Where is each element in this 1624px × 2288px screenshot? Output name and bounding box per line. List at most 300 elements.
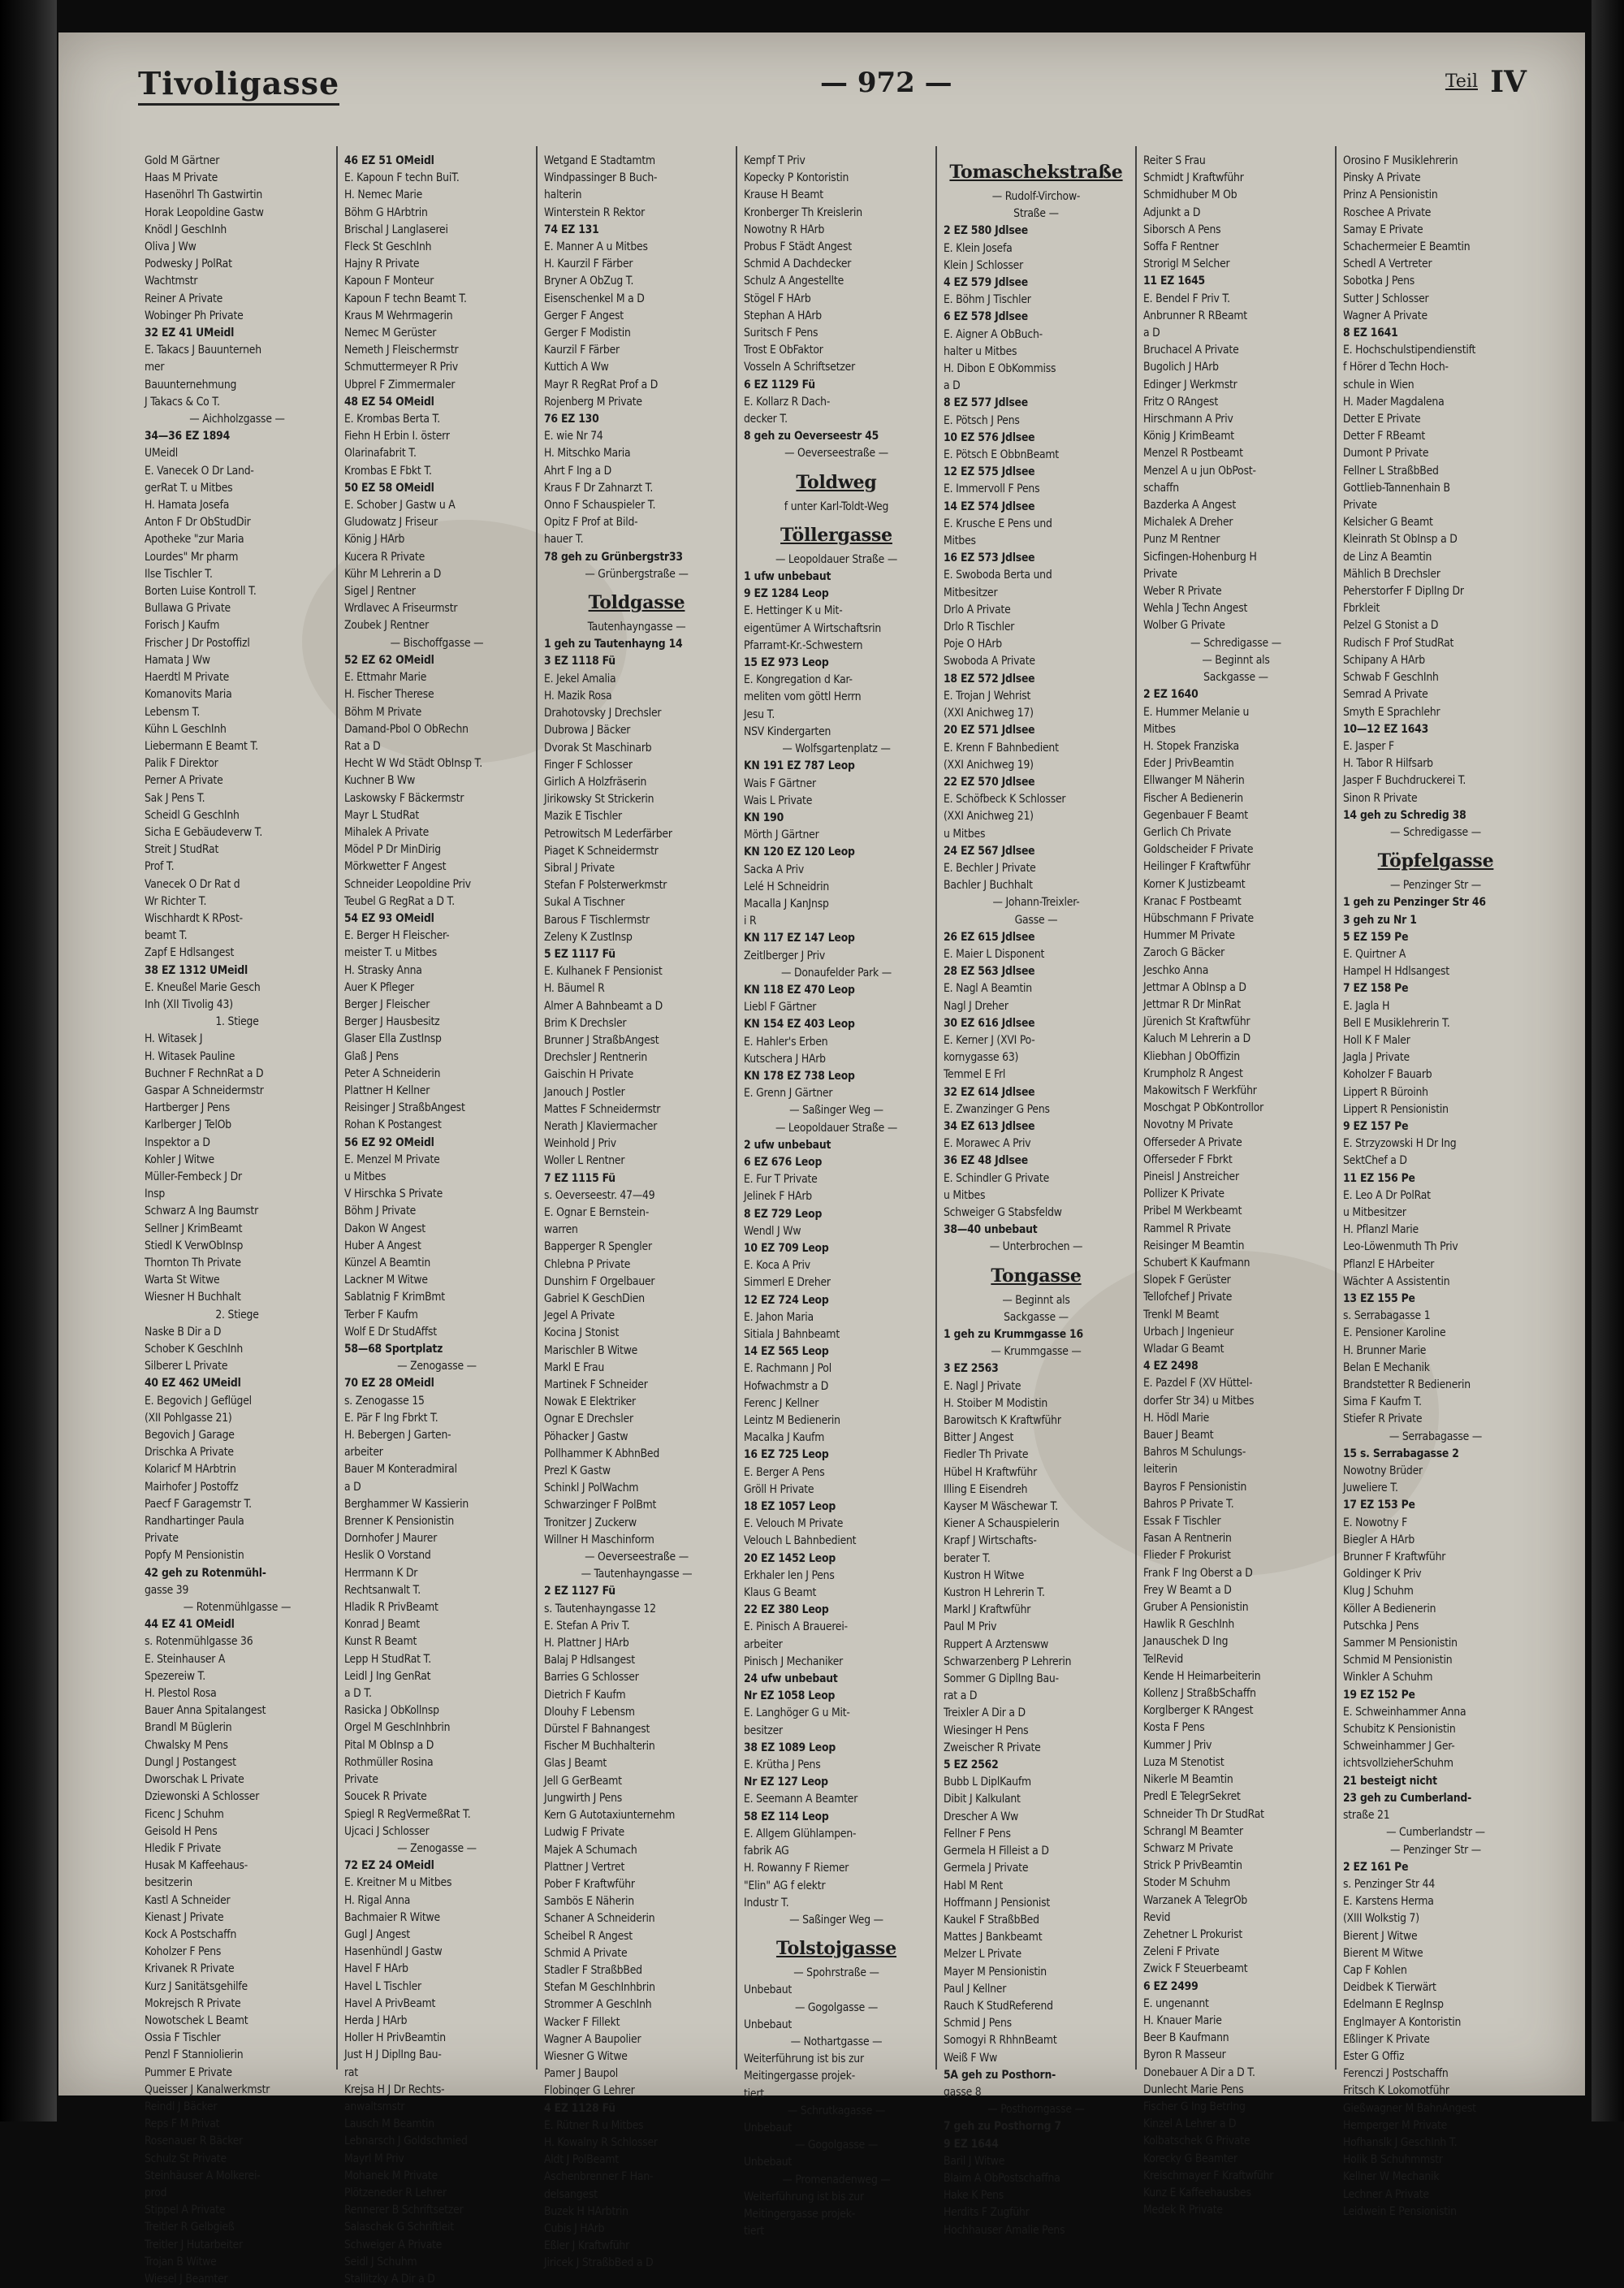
resident-entry: Inspektor a D [145, 1135, 210, 1149]
resident-entry: Siborsch A Pens [1143, 223, 1221, 236]
cross-street-marker: — Gogolgasse — [794, 2000, 879, 2014]
resident-entry: Bauer Anna Spitalangest [145, 1704, 266, 1718]
resident-entry: E. Karstens Herma [1343, 1895, 1434, 1909]
resident-entry: Stoder M Schuhm [1143, 1876, 1230, 1890]
resident-entry: Schweiger G Stabsfeldw [944, 1205, 1062, 1219]
resident-entry: E. Hummer Melanie u [1143, 705, 1250, 719]
house-number-entry: 4 EZ 2498 [1143, 1360, 1199, 1373]
house-number-entry: Nr EZ 1058 Leop [744, 1689, 836, 1703]
cross-street-marker: 2. Stiege [215, 1308, 259, 1321]
resident-entry: Gerger F Angest [544, 309, 624, 322]
resident-entry: Rat a D [344, 739, 381, 753]
resident-entry: Koholzer F Pens [145, 1945, 222, 1959]
resident-entry: Kustron H Lehrerin T. [944, 1586, 1045, 1600]
resident-entry: Sacka A Priv [744, 863, 804, 876]
resident-entry: Ficenc J Schuhm [145, 1807, 224, 1821]
house-number-entry: 7 geh zu Posthorng 7 [944, 2120, 1061, 2134]
cross-street-marker: — Leopoldauer Straße — [775, 552, 898, 566]
resident-entry: Schulz A Angestellte [744, 275, 844, 288]
resident-entry: Zapf E Hdlsangest [145, 946, 235, 960]
page-number: — 972 — [820, 67, 952, 99]
house-number-entry: 5 EZ 2562 [944, 1758, 999, 1772]
resident-entry: Bazderka A Angest [1143, 499, 1236, 513]
column-3 [536, 146, 736, 2270]
resident-entry: Martinek F Schneider [544, 1378, 648, 1392]
cross-street-marker: — Unterbrochen — [989, 1240, 1083, 1254]
house-number-entry: 32 EZ 41 UMeidl [145, 327, 235, 340]
resident-entry: Salaschek G Schriftleit [344, 2221, 454, 2234]
resident-entry: Kende H Heimarbeiterin [1143, 1669, 1261, 1683]
resident-entry: Kühr M Lehrerin a D [344, 567, 442, 581]
resident-entry: Knödl J GeschInh [145, 223, 227, 236]
cross-street-marker: 1. Stiege [215, 1015, 259, 1029]
resident-entry: Peter A Schneiderin [344, 1066, 441, 1080]
resident-entry: straße 21 [1343, 1809, 1390, 1823]
resident-entry: E. Pötsch J Pens [944, 413, 1020, 427]
resident-entry: E. Berger A Pens [744, 1465, 825, 1479]
resident-entry: Pöhacker J Gastw [544, 1429, 628, 1443]
resident-entry: Mählich B Drechsler [1343, 567, 1440, 581]
house-number-entry: 11 EZ 156 Pe [1343, 1171, 1415, 1185]
resident-entry: Schmid J Pens [944, 2017, 1012, 2031]
resident-entry: Schwab F GeschInh [1343, 671, 1439, 685]
resident-entry: E. Langhöger G u Mit- [744, 1706, 850, 1720]
resident-entry: Smyth E Sprachlehr [1343, 705, 1440, 719]
resident-entry: Fleck St GeschInh [344, 240, 432, 254]
resident-entry: u Mitbesitzer [1343, 1205, 1406, 1219]
house-number-entry: 12 EZ 575 Jdlsee [944, 465, 1035, 479]
resident-entry: Rohan K Postangest [344, 1118, 442, 1132]
resident-entry: E. Nowotny F [1343, 1516, 1408, 1529]
resident-entry: Flobinger G Lehrer [544, 2084, 635, 2098]
resident-entry: Berghammer W Kassierin [344, 1497, 469, 1511]
resident-entry: Klaus G Beamt [744, 1586, 817, 1600]
resident-entry: Herdits F Zugführ [944, 2206, 1030, 2220]
resident-entry: Wehla J Techn Angest [1143, 602, 1248, 616]
resident-entry: Holik B Schuhmmstr [1343, 2153, 1443, 2167]
house-number-entry: 72 EZ 24 OMeidl [344, 1859, 434, 1873]
resident-entry: H. Hödl Marie [1143, 1411, 1210, 1425]
resident-entry: Meitingergasse projek- [744, 2207, 855, 2221]
house-number-entry: 19 EZ 152 Pe [1343, 1688, 1415, 1702]
resident-entry: H. Witasek J [145, 1032, 203, 1046]
resident-entry: Aldt J PolBeamt [544, 2153, 619, 2167]
resident-entry: Byron R Masseur [1143, 2048, 1226, 2062]
resident-entry: Lippert R Pensionistin [1343, 1102, 1449, 1116]
resident-entry: Soffa F Rentner [1143, 240, 1219, 254]
resident-entry: E. Hahler's Erben [744, 1035, 828, 1049]
resident-entry: Barries G Schlosser [544, 1671, 639, 1685]
resident-entry: Ilse Tischler T. [145, 567, 213, 581]
resident-entry: gasse 8 [944, 2085, 982, 2099]
resident-entry: Hübschmann F Private [1143, 911, 1254, 925]
resident-entry: f Hörer d Techn Hoch- [1343, 361, 1449, 374]
resident-entry: Hamata J Ww [145, 653, 210, 667]
resident-entry: Wendl J Ww [744, 1224, 801, 1238]
house-number-entry: 15 s. Serrabagasse 2 [1343, 1447, 1459, 1460]
resident-entry: Liebermann E Beamt T. [145, 739, 258, 753]
house-number-entry: 5A geh zu Posthorn- [944, 2068, 1056, 2082]
resident-entry: Reiner A Private [145, 292, 223, 305]
cross-street-marker: — Nothartgasse — [790, 2035, 883, 2048]
house-number-entry: 10 EZ 576 Jdlsee [944, 430, 1035, 444]
resident-entry: Punz M Rentner [1143, 533, 1220, 547]
resident-entry: Zwick F Steuerbeamt [1143, 1962, 1248, 1976]
resident-entry: Drlo R Tischler [944, 621, 1015, 634]
resident-entry: Strick P PrivBeamtin [1143, 1859, 1242, 1873]
house-number-entry: 38 EZ 1312 UMeidl [145, 963, 248, 977]
resident-entry: Germela J Private [944, 1862, 1029, 1875]
resident-entry: H. Dibon E ObKommiss [944, 362, 1056, 376]
resident-entry: Erkhaler Ien J Pens [744, 1568, 835, 1582]
cross-street-marker: — Donaufelder Park — [781, 966, 892, 980]
resident-entry: Mayer M Pensionistin [944, 1965, 1047, 1979]
resident-entry: Sommer G DiplIng Bau- [944, 1672, 1059, 1686]
resident-entry: König J KrimBeamt [1143, 430, 1234, 443]
resident-entry: Cap F Kohlen [1343, 1963, 1407, 1977]
resident-entry: H. Rowanny F Riemer [744, 1862, 849, 1875]
resident-entry: Zeleny K ZustInsp [544, 930, 633, 944]
resident-entry: Wiesel J Beamter [145, 2272, 228, 2286]
resident-entry: Sitiala J Bahnbeamt [744, 1328, 840, 1341]
resident-entry: H. Strasky Anna [344, 963, 422, 977]
resident-entry: Plattner J Vertret [544, 1860, 625, 1874]
resident-entry: E. Fur T Private [744, 1173, 818, 1187]
house-number-entry: 14 EZ 565 Leop [744, 1345, 829, 1359]
resident-entry: delsangest [544, 2187, 598, 2201]
resident-entry: Lebnarsch J Goldschmied [344, 2134, 468, 2148]
house-number-entry: 28 EZ 563 Jdlsee [944, 965, 1035, 979]
column-1 [138, 146, 336, 2286]
resident-entry: Oliva J Ww [145, 240, 197, 254]
resident-entry: E. Nagl J Private [944, 1379, 1021, 1393]
resident-entry: Steinhäuser A Molkerei- [145, 2169, 261, 2182]
resident-entry: Treixler A Dir a D [944, 1706, 1026, 1720]
resident-entry: Gabriel K GeschDien [544, 1292, 645, 1305]
resident-entry: Pelzel G Stonist a D [1343, 619, 1439, 633]
resident-entry: E. Böhm J Tischler [944, 293, 1031, 307]
resident-entry: fabrik AG [744, 1845, 789, 1858]
resident-entry: Ferenc J Kellner [744, 1396, 819, 1410]
resident-entry: H. Fischer Therese [344, 688, 434, 702]
house-number-entry: 16 EZ 725 Leop [744, 1448, 829, 1462]
house-number-entry: 44 EZ 41 OMeidl [145, 1618, 235, 1632]
resident-entry: Hampel H Hdlsangest [1343, 965, 1449, 979]
resident-entry: Drescher A Ww [944, 1810, 1019, 1823]
resident-entry: Bauer J Beamt [1143, 1429, 1214, 1442]
resident-entry: E. Swoboda Berta und [944, 569, 1052, 582]
resident-entry: H. Mazik Rosa [544, 689, 612, 703]
house-number-entry: 6 EZ 578 Jdlsee [944, 310, 1028, 324]
resident-entry: E. Morawec A Priv [944, 1137, 1031, 1151]
resident-entry: s. Penzinger Str 44 [1343, 1877, 1436, 1891]
house-number-entry: 9 EZ 1284 Leop [744, 587, 829, 601]
resident-entry: Nemec M Gerüster [344, 327, 437, 340]
resident-entry: Kaukel F StraßbBed [944, 1913, 1039, 1927]
resident-entry: u Mitbes [944, 827, 986, 841]
resident-entry: tiert [744, 2225, 764, 2238]
resident-entry: E. Pazdel F (XV Hüttel- [1143, 1377, 1253, 1391]
resident-entry: besitzerin [145, 1876, 192, 1890]
resident-entry: Dunlecht Marie Pens [1143, 2083, 1244, 2096]
resident-entry: Pinsky A Private [1343, 171, 1421, 185]
resident-entry: Kolaricf M HArbtrin [145, 1463, 236, 1477]
resident-entry: Roschee A Private [1343, 205, 1432, 219]
resident-entry: schaffn [1143, 481, 1179, 495]
resident-entry: Sellner J KrimBeamt [145, 1222, 243, 1235]
resident-entry: UMeidl [145, 447, 179, 461]
resident-entry: Fischer A Bedienerin [1143, 791, 1243, 805]
resident-entry: Kreischmayer F Kraftwführ [1143, 2169, 1274, 2182]
house-number-entry: KN 190 [744, 811, 784, 824]
resident-entry: a D T. [344, 1687, 372, 1701]
resident-entry: Wachtmstr [145, 275, 198, 288]
resident-entry: SektChef a D [1343, 1154, 1407, 1168]
resident-entry: Nemeth J Fleischermstr [344, 344, 459, 357]
resident-entry: Melzer L Private [944, 1948, 1021, 1961]
resident-entry: Edinger J Werkmstr [1143, 378, 1237, 391]
resident-entry: Prinz A Pensionistin [1343, 188, 1438, 202]
resident-entry: Prof T. [145, 860, 175, 874]
resident-entry: Komanovits Maria [145, 688, 232, 702]
resident-entry: Barowitsch K Kraftwführ [944, 1414, 1061, 1428]
resident-entry: Schedl A Vertreter [1343, 257, 1432, 271]
resident-entry: Juweliere T. [1343, 1481, 1398, 1495]
house-number-entry: KN 191 EZ 787 Leop [744, 759, 855, 773]
resident-entry: meliten vom göttl Herrn [744, 690, 862, 704]
resident-entry: Hirschmann A Priv [1143, 413, 1233, 426]
resident-entry: dorfer Str 34) u Mitbes [1143, 1394, 1255, 1408]
resident-entry: Dakon W Angest [344, 1222, 425, 1235]
resident-entry: Orosino F Musiklehrerin [1343, 154, 1458, 167]
resident-entry: Spezereiw T. [145, 1669, 206, 1683]
resident-entry: Havel F HArb [344, 1962, 408, 1976]
resident-entry: E. Kongregation d Kar- [744, 673, 853, 687]
resident-entry: Englmayer A Kontoristin [1343, 2015, 1462, 2029]
resident-entry: Brandstetter R Bedienerin [1343, 1378, 1471, 1392]
resident-entry: Wächter A Assistentin [1343, 1274, 1450, 1288]
house-number-entry: 7 EZ 1115 Fü [544, 1171, 615, 1185]
resident-entry: Pollhammer K AbhnBed [544, 1447, 660, 1460]
resident-entry: gasse 39 [145, 1583, 189, 1597]
resident-entry: V Hirschka S Private [344, 1187, 443, 1201]
resident-entry: Scheibel R Angest [544, 1929, 633, 1943]
part-label: Teil [1445, 71, 1478, 92]
resident-entry: Hochhauser Amalie Pens [944, 2223, 1065, 2237]
resident-entry: Windpassinger B Buch- [544, 171, 658, 185]
resident-entry: Bauunternehmung [145, 378, 237, 391]
resident-entry: Janauschek D Ing [1143, 1635, 1229, 1649]
cross-street-marker: — Promenadenweg — [782, 2173, 891, 2186]
resident-entry: Wais L Private [744, 794, 813, 807]
resident-entry: de Linz A Beamtin [1343, 550, 1432, 564]
resident-entry: E. Pötsch E ObbnBeamt [944, 448, 1059, 462]
house-number-entry: 20 EZ 571 Jdlsee [944, 724, 1035, 737]
street-heading: Tomaschekstraße [949, 162, 1123, 183]
resident-entry: Buchner F RechnRat a D [145, 1066, 264, 1080]
house-number-entry: KN 154 EZ 403 Leop [744, 1018, 855, 1032]
resident-entry: E. Pensioner Karoline [1343, 1326, 1446, 1340]
resident-entry: Sicfingen-Hohenburg H [1143, 550, 1257, 564]
resident-entry: Fiehn H Erbin I. österr [344, 430, 450, 443]
resident-entry: Konrad J Beamt [344, 1618, 420, 1632]
house-number-entry: 50 EZ 58 OMeidl [344, 481, 434, 495]
cross-street-marker: — Grünbergstraße — [585, 567, 689, 581]
cross-street-marker: — Leopoldauer Straße — [775, 1121, 898, 1135]
resident-entry: E. Schöfbeck K Schlosser [944, 793, 1066, 807]
resident-entry: Hoffmann J Pensionist [944, 1896, 1051, 1910]
resident-entry: Kraus F Dr Zahnarzt T. [544, 481, 654, 495]
resident-entry: Woller L Rentner [544, 1154, 625, 1168]
resident-entry: Probus F Städt Angest [744, 240, 852, 254]
resident-entry: Baril J Witwe [944, 2154, 1005, 2168]
resident-entry: Krause H Beamt [744, 188, 823, 202]
resident-entry: E. wie Nr 74 [544, 430, 603, 443]
resident-entry: (XII Pohlgasse 21) [145, 1411, 232, 1425]
resident-entry: Ahrt F Ing a D [544, 464, 611, 478]
resident-entry: i R [744, 915, 757, 928]
house-number-entry: 5 EZ 1117 Fü [544, 947, 615, 961]
resident-entry: E. Schweinhammer Anna [1343, 1705, 1466, 1719]
resident-entry: E. Strzyzowski H Dr Ing [1343, 1137, 1457, 1151]
cross-street-marker: Gasse — [1014, 913, 1058, 927]
cross-street-marker: Sackgasse — [1203, 671, 1268, 685]
resident-entry: Ujcaci J Schlosser [344, 1824, 430, 1838]
resident-entry: leiterin [1143, 1463, 1177, 1477]
resident-entry: Fischer G Ing BetrIng [1143, 2100, 1246, 2113]
resident-entry: tiert [744, 2087, 764, 2100]
resident-entry: Zehetner L Prokurist [1143, 1927, 1243, 1941]
resident-entry: Rammel R Private [1143, 1222, 1231, 1235]
resident-entry: Pinisch J Mechaniker [744, 1654, 844, 1668]
resident-entry: Bayros F Pensionistin [1143, 1480, 1247, 1494]
resident-entry: s. Oeverseestr. 47—49 [544, 1188, 655, 1202]
house-number-entry: KN 118 EZ 470 Leop [744, 983, 855, 997]
resident-entry: u Mitbes [944, 1188, 986, 1202]
resident-entry: Zaroch G Bäcker [1143, 946, 1225, 960]
resident-entry: Mihalek A Private [344, 825, 430, 839]
house-number-entry: 6 EZ 676 Leop [744, 1155, 823, 1169]
resident-entry: Kunz E Kaffeehausbes [1143, 2186, 1251, 2199]
cross-street-marker: — Penzinger Str — [1389, 879, 1482, 893]
resident-entry: E. Jahon Maria [744, 1310, 814, 1324]
house-number-entry: 11 EZ 1645 [1143, 275, 1205, 288]
resident-entry: Kaurzil F Färber [544, 344, 620, 357]
resident-entry: Treitler J Hutarbeiter [145, 2238, 243, 2251]
part-number: IV [1490, 65, 1527, 99]
resident-entry: Orgel M GeschInhbrin [344, 1721, 451, 1735]
resident-entry: Eßlinger K Private [1343, 2032, 1430, 2046]
resident-entry: Reiter S Frau [1143, 154, 1206, 167]
resident-entry: Klug J Schuhm [1343, 1585, 1414, 1598]
house-number-entry: 8 EZ 1641 [1343, 327, 1398, 340]
resident-entry: Paul M Priv [944, 1620, 997, 1634]
resident-entry: Moschgat P ObKontrollor [1143, 1101, 1263, 1115]
resident-entry: Kurz J Sanitätsgehilfe [145, 1979, 248, 1993]
resident-entry: Bapperger R Spengler [544, 1240, 652, 1254]
resident-entry: E. Aigner A ObBuch- [944, 327, 1043, 341]
resident-entry: Wagner A Private [1343, 309, 1427, 322]
house-number-entry: 3 EZ 2563 [944, 1362, 999, 1376]
resident-entry: hauer T. [544, 533, 584, 547]
resident-entry: H. Pflanzl Marie [1343, 1223, 1419, 1237]
resident-entry: Kern G Autotaxiunternehm [544, 1809, 676, 1823]
resident-entry: E. Jasper F [1343, 739, 1394, 753]
resident-entry: Somogyi R RhhnBeamt [944, 2034, 1057, 2048]
resident-entry: Zoubek J Rentner [344, 619, 429, 633]
resident-entry: Offerseder A Private [1143, 1135, 1242, 1149]
house-number-entry: Nr EZ 127 Leop [744, 1775, 828, 1789]
resident-entry: Dworschak L Private [145, 1773, 244, 1787]
resident-entry: prod [145, 2186, 167, 2199]
resident-entry: H. Plattner J HArb [544, 1637, 629, 1650]
resident-entry: Trenkl M Beamt [1143, 1308, 1220, 1321]
resident-entry: Mairhofer J Postoffz [145, 1480, 239, 1494]
resident-entry: Weinhold J Priv [544, 1137, 616, 1151]
resident-entry: Böhm G HArbtrin [344, 205, 428, 219]
resident-entry: Leidwein E Pensionistin [1343, 2204, 1457, 2218]
resident-entry: Hummer M Private [1143, 929, 1235, 943]
cross-street-marker: Sackgasse — [1004, 1310, 1069, 1324]
resident-entry: Piaget K Schneidermstr [544, 844, 659, 858]
resident-entry: Private [145, 1532, 179, 1546]
resident-entry: E. Menzel M Private [344, 1153, 440, 1166]
resident-entry: E. Jagla H [1343, 999, 1390, 1013]
resident-entry: Brunner J StraßbAngest [544, 1033, 659, 1047]
resident-entry: Wiesner G Witwe [544, 2049, 628, 2063]
resident-entry: E. Vanecek O Dr Land- [145, 464, 254, 478]
resident-entry: Novotny M Private [1143, 1118, 1233, 1132]
house-number-entry: 40 EZ 462 UMeidl [145, 1377, 241, 1391]
resident-entry: Predl E TelegrSekret [1143, 1790, 1241, 1804]
resident-entry: Kellner W Mechanik [1343, 2170, 1440, 2184]
column-7 [1335, 146, 1535, 2218]
resident-entry: Wiesinger H Pens [944, 1724, 1029, 1737]
resident-entry: Kühn L GeschInh [145, 722, 227, 736]
resident-entry: Trojan B Witwe [145, 2255, 217, 2269]
resident-entry: Bullawa G Private [145, 602, 231, 616]
resident-entry: E. Ognar E Bernstein- [544, 1205, 650, 1219]
resident-entry: Wetgand E Stadtamtm [544, 154, 655, 167]
resident-entry: Jettmar R Dr MinRat [1143, 997, 1241, 1011]
resident-entry: H. Stoiber M Modistin [944, 1396, 1048, 1410]
directory-columns [138, 146, 1535, 2286]
resident-entry: Bahros P Private T. [1143, 1497, 1234, 1511]
cross-street-marker: — Rudolf-Virchow- [991, 190, 1081, 203]
resident-entry: Almer A Bahnbeamt a D [544, 999, 663, 1013]
house-number-entry: 23 geh zu Cumberland- [1343, 1791, 1472, 1805]
resident-entry: Ubprel F Zimmermaler [344, 378, 456, 391]
resident-entry: Silberer L Private [145, 1360, 228, 1373]
resident-entry: Kucera R Private [344, 550, 425, 564]
resident-entry: Pflanzl E HArbeiter [1343, 1257, 1435, 1271]
resident-entry: rat a D [944, 1689, 978, 1703]
cross-street-marker: — Saßinger Weg — [789, 1104, 883, 1118]
resident-entry: Jesu T. [744, 707, 775, 721]
resident-entry: H. Kowalny R Schlosser [544, 2135, 658, 2149]
resident-entry: Kustron H Witwe [944, 1568, 1025, 1582]
resident-entry: Hecht W Wd Städt ObInsp T. [344, 757, 482, 771]
resident-entry: Havel A PrivBeamt [344, 1996, 436, 2010]
resident-entry: Pober F Kraftwführ [544, 1877, 635, 1891]
resident-entry: Vanecek O Dr Rat d [145, 877, 240, 891]
house-number-entry: 4 EZ 1128 Fü [544, 2101, 615, 2115]
resident-entry: Böhm M Private [344, 705, 422, 719]
resident-entry: rat [344, 2065, 358, 2079]
resident-entry: Jettmar A ObInsp a D [1143, 980, 1246, 994]
resident-entry: Schubert K Kaufmann [1143, 1256, 1250, 1269]
resident-entry: Makowitsch F Werkführ [1143, 1083, 1257, 1097]
